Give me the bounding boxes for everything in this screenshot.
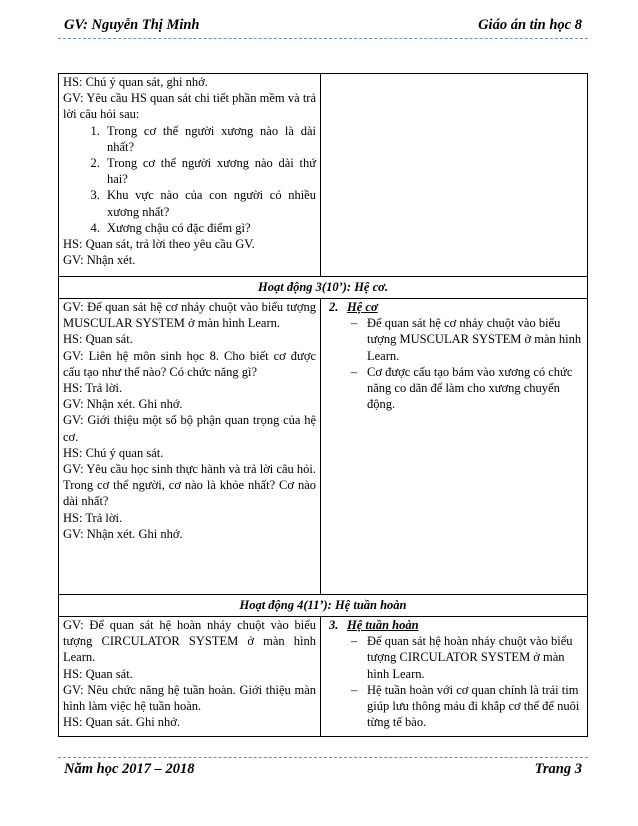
teacher-name: GV: Nguyễn Thị Minh <box>64 16 200 33</box>
page-header <box>58 12 588 39</box>
table-row <box>59 617 588 737</box>
table-row <box>59 74 588 277</box>
school-year: Năm học 2017 – 2018 <box>64 760 195 777</box>
text-line: GV: Nhận xét. Ghi nhớ. <box>63 397 183 412</box>
table-row <box>59 277 588 299</box>
activity4-heading: Hoạt động 4(11’): Hệ tuần hoàn <box>59 595 588 617</box>
text-line: GV: Nhận xét. Ghi nhớ. <box>63 526 183 541</box>
question-item: 3. Khu vực nào của con người có nhiều xương nhất? <box>103 187 316 219</box>
activity3-right-cell <box>321 299 588 595</box>
table-row <box>59 595 588 617</box>
text-line: GV: Yêu cầu HS quan sát chi tiết phần mềm và trả lời câu hỏi sau: <box>63 91 316 122</box>
list-item: – Để quan sát hệ hoàn nháy chuột vào biểu tượng CIRCULATOR SYSTEM ở màn hình Learn. <box>351 633 583 682</box>
text-line: HS: Quan sát. Ghi nhớ. <box>63 715 181 730</box>
lesson-table <box>58 73 588 737</box>
text-line: GV: Liên hệ môn sinh học 8. Cho biết cơ được cấu tạo như thế nào? Có chức năng gì? <box>63 348 316 379</box>
document-title: Giáo án tin học 8 <box>478 16 582 33</box>
text-line: HS: Chú ý quan sát, ghi nhớ. <box>63 75 208 89</box>
section-number: 3. <box>329 618 339 632</box>
top-right-cell <box>321 74 588 277</box>
text-line: GV: Yêu cầu học sinh thực hành và trả lời câu hỏi. Trong cơ thể người, cơ nào là khỏe nhất? Cơ nào dài nhất? <box>63 462 316 509</box>
list-item: – Hệ tuần hoàn với cơ quan chính là trái tim giúp lưu thông máu đi khắp cơ thể để nuôi từng tế bào. <box>351 682 583 731</box>
text-line: HS: Chú ý quan sát. <box>63 445 164 460</box>
question-item: 2. Trong cơ thể người xương nào dài thứ hai? <box>103 155 316 187</box>
content-list <box>325 633 583 730</box>
section-number: 2. <box>329 300 339 314</box>
page-number: Trang 3 <box>534 760 582 777</box>
text-line: HS: Quan sát. <box>63 332 133 347</box>
text-line: HS: Quan sát, trả lời theo yêu cầu GV. <box>63 237 255 252</box>
activity4-left-cell <box>59 617 321 737</box>
activity3-left-cell <box>59 299 321 595</box>
text-line: GV: Giới thiệu một số bộ phận quan trọng của hệ cơ. <box>63 413 316 444</box>
list-item: – Cơ được cấu tạo bám vào xương có chức năng co dãn để làm cho xương chuyển động. <box>351 364 583 413</box>
list-item: – Để quan sát hệ cơ nháy chuột vào biểu tượng MUSCULAR SYSTEM ở màn hình Learn. <box>351 315 583 364</box>
page-footer <box>58 757 588 780</box>
text-line: GV: Để quan sát hệ cơ nháy chuột vào biểu tượng MUSCULAR SYSTEM ở màn hình Learn. <box>63 300 316 331</box>
table-row <box>59 299 588 595</box>
section-title <box>325 617 583 633</box>
question-item: 1. Trong cơ thể người xương nào là dài nhất? <box>103 123 316 155</box>
text-line: HS: Trả lời. <box>63 381 123 396</box>
top-left-cell <box>59 74 321 277</box>
text-line: HS: Quan sát. <box>63 666 133 681</box>
question-item: 4. Xương chậu có đặc điểm gì? <box>103 220 316 236</box>
content-list <box>325 315 583 412</box>
activity4-right-cell <box>321 617 588 737</box>
text-line: HS: Trả lời. <box>63 510 123 525</box>
text-line: GV: Nêu chức năng hệ tuần hoàn. Giới thiệu màn hình làm việc hệ tuần hoàn. <box>63 682 316 714</box>
question-list <box>63 123 316 236</box>
text-line: GV: Nhận xét. <box>63 253 136 268</box>
text-line: GV: Để quan sát hệ hoàn nháy chuột vào biểu tượng CIRCULATOR SYSTEM ở màn hình Learn. <box>63 618 316 665</box>
section-title-text: Hệ cơ <box>347 300 378 314</box>
section-title-text: Hệ tuần hoàn <box>347 618 419 632</box>
section-title <box>325 299 583 315</box>
activity3-heading: Hoạt động 3(10’): Hệ cơ. <box>59 277 588 299</box>
